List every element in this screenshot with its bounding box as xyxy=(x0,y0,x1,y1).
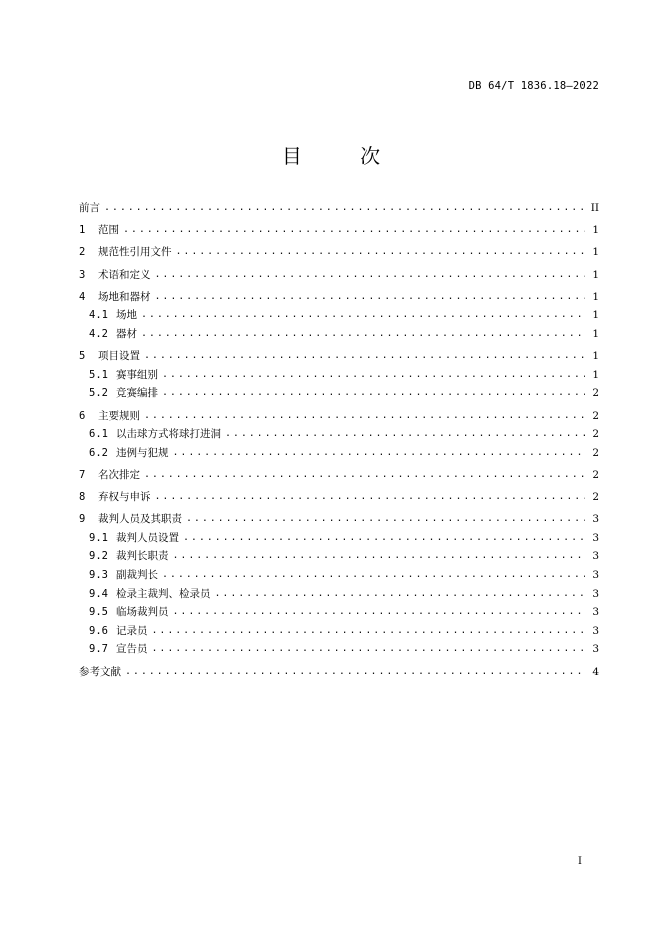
toc-entry[interactable] xyxy=(79,306,599,325)
toc-dot-leader xyxy=(144,347,585,366)
toc-entry-number: 9 xyxy=(79,513,86,526)
toc-entry-number: 5.2 xyxy=(89,387,108,400)
toc-entry-page: 3 xyxy=(592,624,599,637)
toc-dot-leader xyxy=(162,366,585,385)
toc-entry-number: 6.1 xyxy=(89,428,108,441)
toc-dot-leader xyxy=(162,384,585,403)
toc-dot-leader xyxy=(173,547,586,566)
toc-entry[interactable] xyxy=(79,510,599,529)
toc-entry-number: 1 xyxy=(79,224,86,237)
toc-entry-number: 3 xyxy=(79,268,86,281)
toc-entry-label: 临场裁判员 xyxy=(116,606,169,619)
toc-entry-page: 3 xyxy=(592,606,599,619)
toc-entry[interactable] xyxy=(79,585,599,604)
toc-entry-number: 9.5 xyxy=(89,606,108,619)
toc-entry[interactable] xyxy=(79,603,599,622)
toc-entry-page: 2 xyxy=(592,446,599,459)
toc-entry-number: 9.6 xyxy=(89,624,108,637)
toc-entry-page: 3 xyxy=(592,550,599,563)
toc-dot-leader xyxy=(173,603,586,622)
toc-dot-leader xyxy=(144,466,585,485)
toc-dot-leader xyxy=(173,444,586,463)
toc-entry-label: 检录主裁判、检录员 xyxy=(116,587,211,600)
toc-entry-label: 前言 xyxy=(79,202,100,214)
toc-entry[interactable] xyxy=(79,547,599,566)
toc-entry-label: 竞赛编排 xyxy=(116,387,158,400)
toc-entry[interactable] xyxy=(79,243,599,262)
toc-entry-page: 2 xyxy=(592,428,599,441)
toc-entry-number: 9.3 xyxy=(89,569,108,582)
page-title xyxy=(0,140,662,169)
toc-entry-page: 2 xyxy=(592,491,599,504)
toc-entry[interactable] xyxy=(79,425,599,444)
toc-dot-leader xyxy=(155,266,586,285)
toc-dot-leader xyxy=(125,663,585,682)
toc-entry-label: 规范性引用文件 xyxy=(98,246,172,259)
toc-dot-leader xyxy=(225,425,585,444)
toc-entry-page: 1 xyxy=(592,246,599,259)
toc-entry-label: 赛事组别 xyxy=(116,368,158,381)
toc-entry-number: 6 xyxy=(79,409,86,422)
toc-dot-leader xyxy=(141,306,585,325)
toc-entry-label: 场地 xyxy=(116,309,137,322)
toc-dot-leader xyxy=(162,566,585,585)
toc-entry-number: 4.1 xyxy=(89,309,108,322)
toc-entry-number: 9.1 xyxy=(89,531,108,544)
toc-entry[interactable] xyxy=(79,566,599,585)
toc-entry[interactable] xyxy=(79,640,599,659)
toc-dot-leader xyxy=(141,325,585,344)
toc-entry-page: 2 xyxy=(592,387,599,400)
toc-entry-label: 范围 xyxy=(98,224,119,237)
toc-entry-page: 1 xyxy=(592,290,599,303)
toc-entry-page: 3 xyxy=(592,531,599,544)
toc-entry-page: 3 xyxy=(592,643,599,656)
toc-entry-page: 2 xyxy=(592,409,599,422)
toc-dot-leader xyxy=(155,288,586,307)
toc-entry-label: 裁判人员设置 xyxy=(116,531,179,544)
toc-dot-leader xyxy=(144,407,585,426)
toc-entry-number: 5.1 xyxy=(89,368,108,381)
toc-entry-page: II xyxy=(590,202,599,214)
toc-dot-leader xyxy=(104,199,585,218)
table-of-contents xyxy=(79,199,599,681)
toc-entry-label: 项目设置 xyxy=(98,350,140,363)
toc-entry-number: 9.4 xyxy=(89,587,108,600)
toc-entry-page: 2 xyxy=(592,468,599,481)
toc-entry[interactable] xyxy=(79,221,599,240)
page-number: I xyxy=(578,856,582,867)
toc-entry[interactable] xyxy=(79,366,599,385)
toc-entry-label: 主要规则 xyxy=(98,409,140,422)
toc-entry-label: 裁判人员及其职责 xyxy=(98,513,182,526)
toc-entry[interactable] xyxy=(79,325,599,344)
toc-entry-number: 5 xyxy=(79,350,86,363)
toc-entry[interactable] xyxy=(79,347,599,366)
toc-entry-page: 4 xyxy=(592,665,599,678)
toc-dot-leader xyxy=(152,622,586,641)
toc-entry-number: 8 xyxy=(79,491,86,504)
toc-entry[interactable] xyxy=(79,529,599,548)
toc-entry-label: 场地和器材 xyxy=(98,290,151,303)
toc-entry-label: 弃权与申诉 xyxy=(98,491,151,504)
toc-entry-page: 1 xyxy=(592,350,599,363)
toc-dot-leader xyxy=(215,585,586,604)
toc-entry-label: 术语和定义 xyxy=(98,268,151,281)
toc-entry-number: 6.2 xyxy=(89,446,108,459)
toc-dot-leader xyxy=(123,221,585,240)
toc-entry-number: 9.7 xyxy=(89,643,108,656)
toc-entry[interactable] xyxy=(79,199,599,218)
toc-entry[interactable] xyxy=(79,444,599,463)
toc-entry[interactable] xyxy=(79,384,599,403)
toc-entry-label: 器材 xyxy=(116,327,137,340)
toc-dot-leader xyxy=(186,510,585,529)
toc-entry-label: 宣告员 xyxy=(116,643,148,656)
toc-entry-label: 副裁判长 xyxy=(116,569,158,582)
toc-entry-label: 裁判长职责 xyxy=(116,550,169,563)
toc-entry-label: 违例与犯规 xyxy=(116,446,169,459)
toc-entry-number: 9.2 xyxy=(89,550,108,563)
toc-entry-page: 1 xyxy=(592,327,599,340)
toc-entry[interactable] xyxy=(79,288,599,307)
toc-entry-label: 以击球方式将球打进洞 xyxy=(116,428,221,441)
toc-entry-page: 1 xyxy=(592,368,599,381)
toc-entry[interactable] xyxy=(79,266,599,285)
toc-entry-page: 1 xyxy=(592,268,599,281)
toc-entry-page: 3 xyxy=(592,513,599,526)
toc-entry[interactable] xyxy=(79,622,599,641)
toc-entry-label: 参考文献 xyxy=(79,665,121,678)
page-title-char-2: 次 xyxy=(360,144,381,168)
toc-entry[interactable] xyxy=(79,488,599,507)
toc-entry-label: 记录员 xyxy=(116,624,148,637)
toc-entry-number: 4.2 xyxy=(89,327,108,340)
toc-entry[interactable] xyxy=(79,663,599,682)
page-title-char-1: 目 xyxy=(281,144,302,168)
toc-entry[interactable] xyxy=(79,407,599,426)
toc-entry-number: 4 xyxy=(79,290,86,303)
document-code: DB 64/T 1836.18—2022 xyxy=(468,80,599,92)
toc-entry-number: 2 xyxy=(79,246,86,259)
toc-entry-page: 1 xyxy=(592,309,599,322)
toc-entry-label: 名次排定 xyxy=(98,468,140,481)
toc-entry-number: 7 xyxy=(79,468,86,481)
toc-entry-page: 1 xyxy=(592,224,599,237)
toc-entry-page: 3 xyxy=(592,569,599,582)
toc-entry[interactable] xyxy=(79,466,599,485)
toc-dot-leader xyxy=(183,529,585,548)
toc-entry-page: 3 xyxy=(592,587,599,600)
toc-dot-leader xyxy=(176,243,586,262)
toc-dot-leader xyxy=(155,488,586,507)
toc-dot-leader xyxy=(152,640,586,659)
